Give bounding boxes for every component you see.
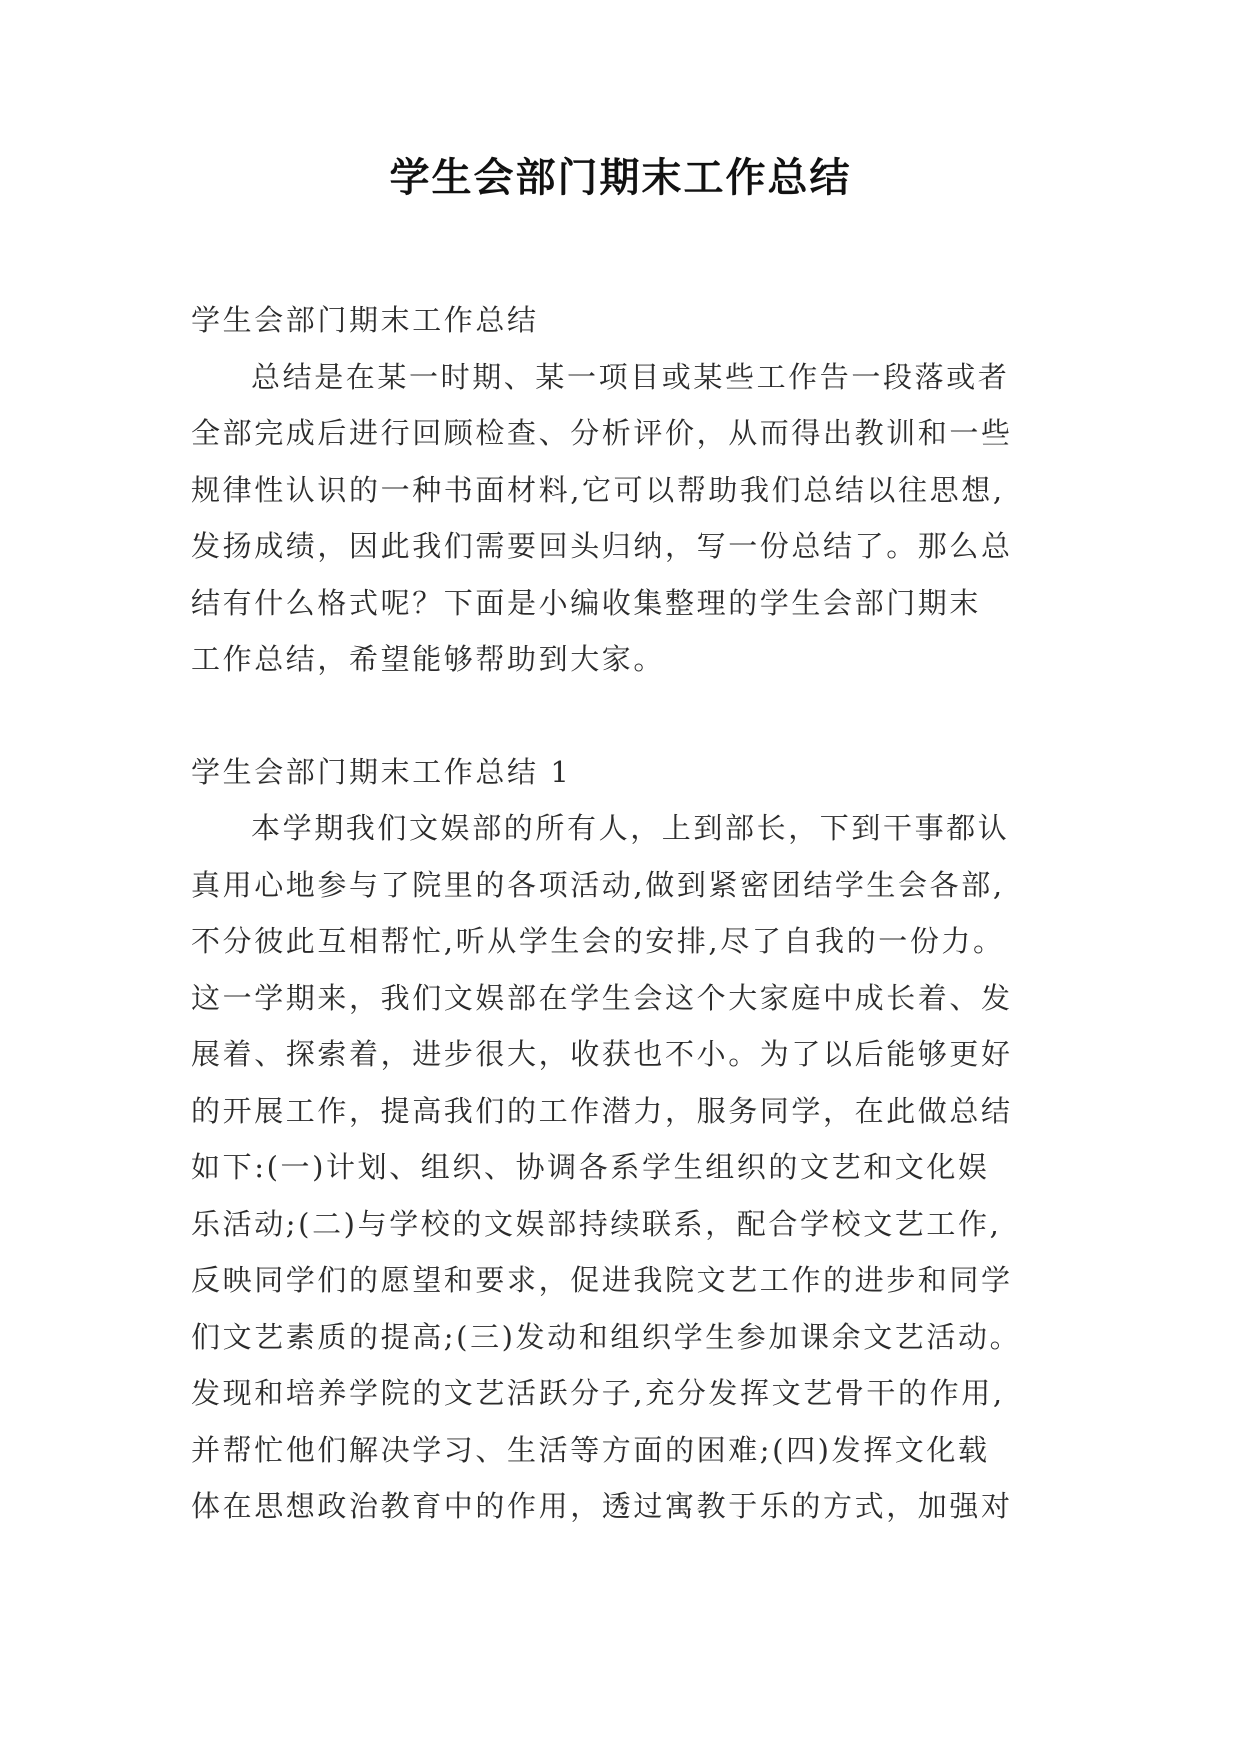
paragraph-line: 不分彼此互相帮忙,听从学生会的安排,尽了自我的一份力。 xyxy=(191,924,1005,958)
paragraph-line: 发现和培养学院的文艺活跃分子,充分发挥文艺骨干的作用, xyxy=(191,1376,1005,1410)
paragraph-line: 体在思想政治教育中的作用，透过寓教于乐的方式，加强对 xyxy=(191,1489,1013,1523)
paragraph-line: 如下:(一)计划、组织、协调各系学生组织的文艺和文化娱 xyxy=(191,1150,990,1184)
paragraph-line: 乐活动;(二)与学校的文娱部持续联系，配合学校文艺工作, xyxy=(191,1206,1002,1241)
body-paragraph xyxy=(191,800,1059,1535)
paragraph-line: 规律性认识的一种书面材料,它可以帮助我们总结以往思想, xyxy=(191,472,1005,507)
paragraph-line: 们文艺素质的提高;(三)发动和组织学生参加课余文艺活动。 xyxy=(191,1319,1022,1354)
section-heading: 学生会部门期末工作总结 xyxy=(191,303,539,337)
paragraph-line: 的开展工作，提高我们的工作潜力，服务同学，在此做总结 xyxy=(191,1093,1013,1128)
paragraph-line: 全部完成后进行回顾检查、分析评价，从而得出教训和一些 xyxy=(191,416,1013,450)
paragraph-line: 并帮忙他们解决学习、生活等方面的困难;(四)发挥文化载 xyxy=(191,1432,990,1467)
paragraph-line: 展着、探索着，进步很大，收获也不小。为了以后能够更好 xyxy=(191,1037,1013,1071)
paragraph-line: 结有什么格式呢？下面是小编收集整理的学生会部门期末 xyxy=(191,585,982,620)
document-body xyxy=(191,292,1059,1535)
page-title: 学生会部门期末工作总结 xyxy=(389,155,852,201)
intro-paragraph xyxy=(191,349,1059,688)
paragraph-line: 这一学期来，我们文娱部在学生会这个大家庭中成长着、发 xyxy=(191,980,1013,1015)
paragraph-line: 反映同学们的愿望和要求，促进我院文艺工作的进步和同学 xyxy=(191,1263,1013,1297)
paragraph-line: 真用心地参与了院里的各项活动,做到紧密团结学生会各部, xyxy=(191,867,1005,902)
subsection-heading: 学生会部门期末工作总结 1 xyxy=(191,754,572,789)
paragraph-line: 工作总结，希望能够帮助到大家。 xyxy=(191,642,666,676)
paragraph-line: 本学期我们文娱部的所有人，上到部长，下到干事都认 xyxy=(251,811,1010,845)
paragraph-line: 总结是在某一时期、某一项目或某些工作告一段落或者 xyxy=(251,359,1010,394)
paragraph-spacer xyxy=(191,688,1059,744)
paragraph-line: 发扬成绩，因此我们需要回头归纳，写一份总结了。那么总 xyxy=(191,529,1013,563)
